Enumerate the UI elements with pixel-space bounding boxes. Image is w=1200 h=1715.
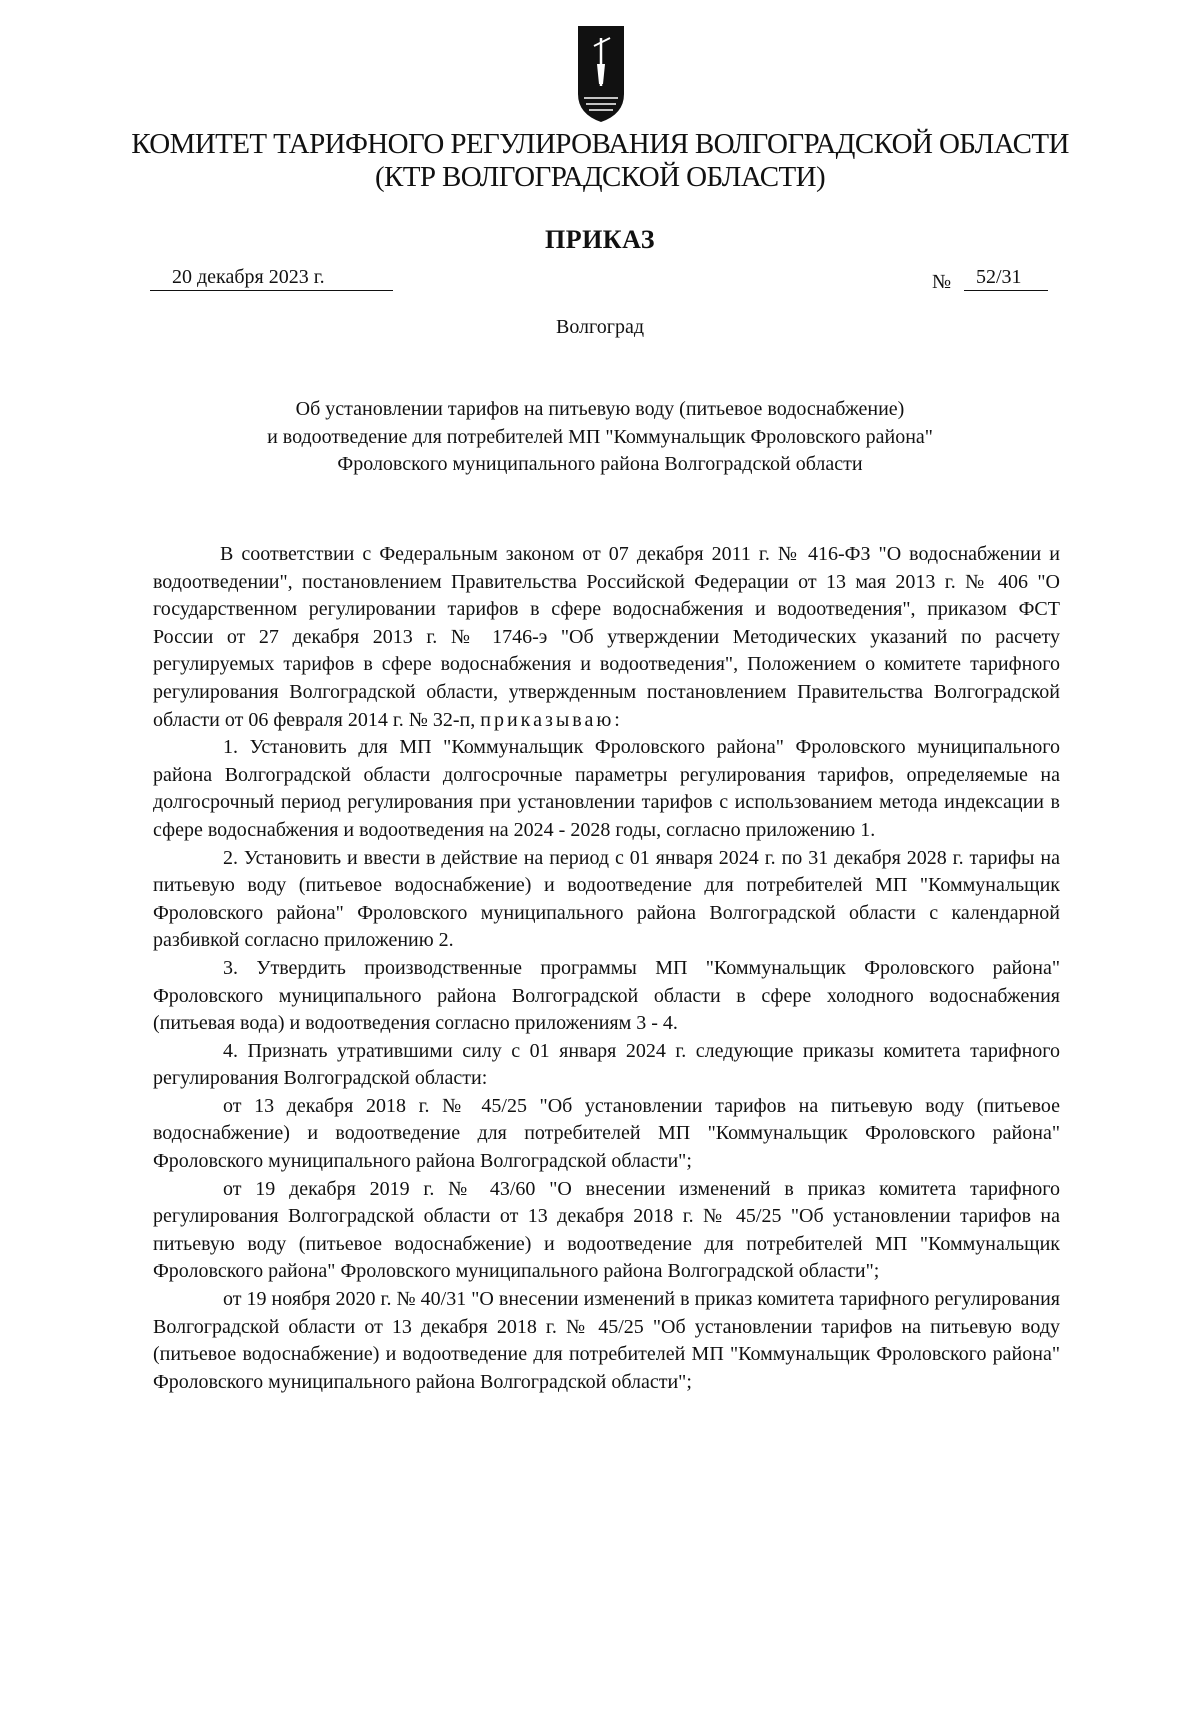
document-number-label: № [932, 271, 952, 293]
organization-name-line1: КОМИТЕТ ТАРИФНОГО РЕГУЛИРОВАНИЯ ВОЛГОГРАДСКОЙ ОБЛАСТИ [131, 128, 1069, 160]
subject-line2: и водоотведение для потребителей МП "Коммунальщик Фроловского района" [267, 425, 933, 448]
repealed-order-item: от 19 ноября 2020 г. № 40/31 "О внесении изменений в приказ комитета тарифного регулирования Волгоградской области от 13 декабря 2018 г. № 45/25 "Об установлении тарифов на питьевую воду (питьевое водоснабжение) и водоотведение для потребителей МП "Коммунальщик Фроловского района" Фроловского муниципального района Волгоградской области"; [153, 1288, 1060, 1393]
subject-line1: Об установлении тарифов на питьевую воду (питьевое водоснабжение) [295, 398, 905, 420]
order-item: 2. Установить и ввести в действие на период с 01 января 2024 г. по 31 декабря 2028 г. тарифы на питьевую воду (питьевое водоснабжение) и водоотведение для потребителей МП "Коммунальщик Фроловского района" Фроловского муниципального района Волгоградской области с календарной разбивкой согласно приложению 2. [153, 846, 1060, 952]
document-body [153, 541, 1060, 1396]
document-city: Волгоград [555, 316, 645, 338]
document-type: ПРИКАЗ [544, 225, 656, 254]
preamble-text: В соответствии с Федеральным законом от 07 декабря 2011 г. № 416-ФЗ "О водоснабжении и водоотведении", постановлением Правительства Российской Федерации от 13 мая 2013 г. № 406 "О государственном регулировании тарифов в сфере водоснабжения и водоотведения", приказом ФСТ России от 27 декабря 2013 г. № 1746-э "Об утверждении Методических указаний по расчету регулируемых тарифов в сфере водоснабжения и водоотведения", Положением о комитете тарифного регулирования Волгоградской области, утвержденным постановлением Правительства Волгоградской области от 06 февраля 2014 г. № 32-п, [153, 543, 1060, 731]
organization-name [100, 128, 1100, 194]
organization-name-line2: (КТР ВОЛГОГРАДСКОЙ ОБЛАСТИ) [374, 161, 826, 193]
order-item: 3. Утвердить производственные программы МП "Коммунальщик Фроловского района" Фроловского муниципального района Волгоградской области в сфере холодного водоснабжения (питьевая вода) и водоотведения согласно приложениям 3 - 4. [153, 956, 1060, 1035]
order-item: 4. Признать утратившими силу с 01 января 2024 г. следующие приказы комитета тарифного регулирования Волгоградской области: [153, 1039, 1060, 1090]
coat-of-arms-icon [572, 24, 630, 124]
repealed-order-item: от 13 декабря 2018 г. № 45/25 "Об установлении тарифов на питьевую воду (питьевое водоснабжение) и водоотведение для потребителей МП "Коммунальщик Фроловского района" Фроловского муниципального района Волгоградской области"; [153, 1094, 1060, 1173]
document-subject [100, 396, 1100, 479]
subject-line3: Фроловского муниципального района Волгоградской области [337, 453, 863, 475]
document-date: 20 декабря 2023 г. [150, 264, 393, 291]
repealed-order-item: от 19 декабря 2019 г. № 43/60 "О внесении изменений в приказ комитета тарифного регулирования Волгоградской области от 13 декабря 2018 г. № 45/25 "Об установлении тарифов на питьевую воду (питьевое водоснабжение) и водоотведение для потребителей МП "Коммунальщик Фроловского района" Фроловского муниципального района Волгоградской области"; [153, 1177, 1060, 1283]
order-item: 1. Установить для МП "Коммунальщик Фроловского района" Фроловского муниципального района Волгоградской области долгосрочные параметры регулирования тарифов, определяемые на долгосрочный период регулирования при установлении тарифов с использованием метода индексации в сфере водоснабжения и водоотведения на 2024 - 2028 годы, согласно приложению 1. [153, 736, 1060, 841]
order-word: приказываю: [480, 708, 623, 731]
document-number: 52/31 [964, 264, 1048, 291]
preamble-paragraph [153, 541, 1060, 734]
